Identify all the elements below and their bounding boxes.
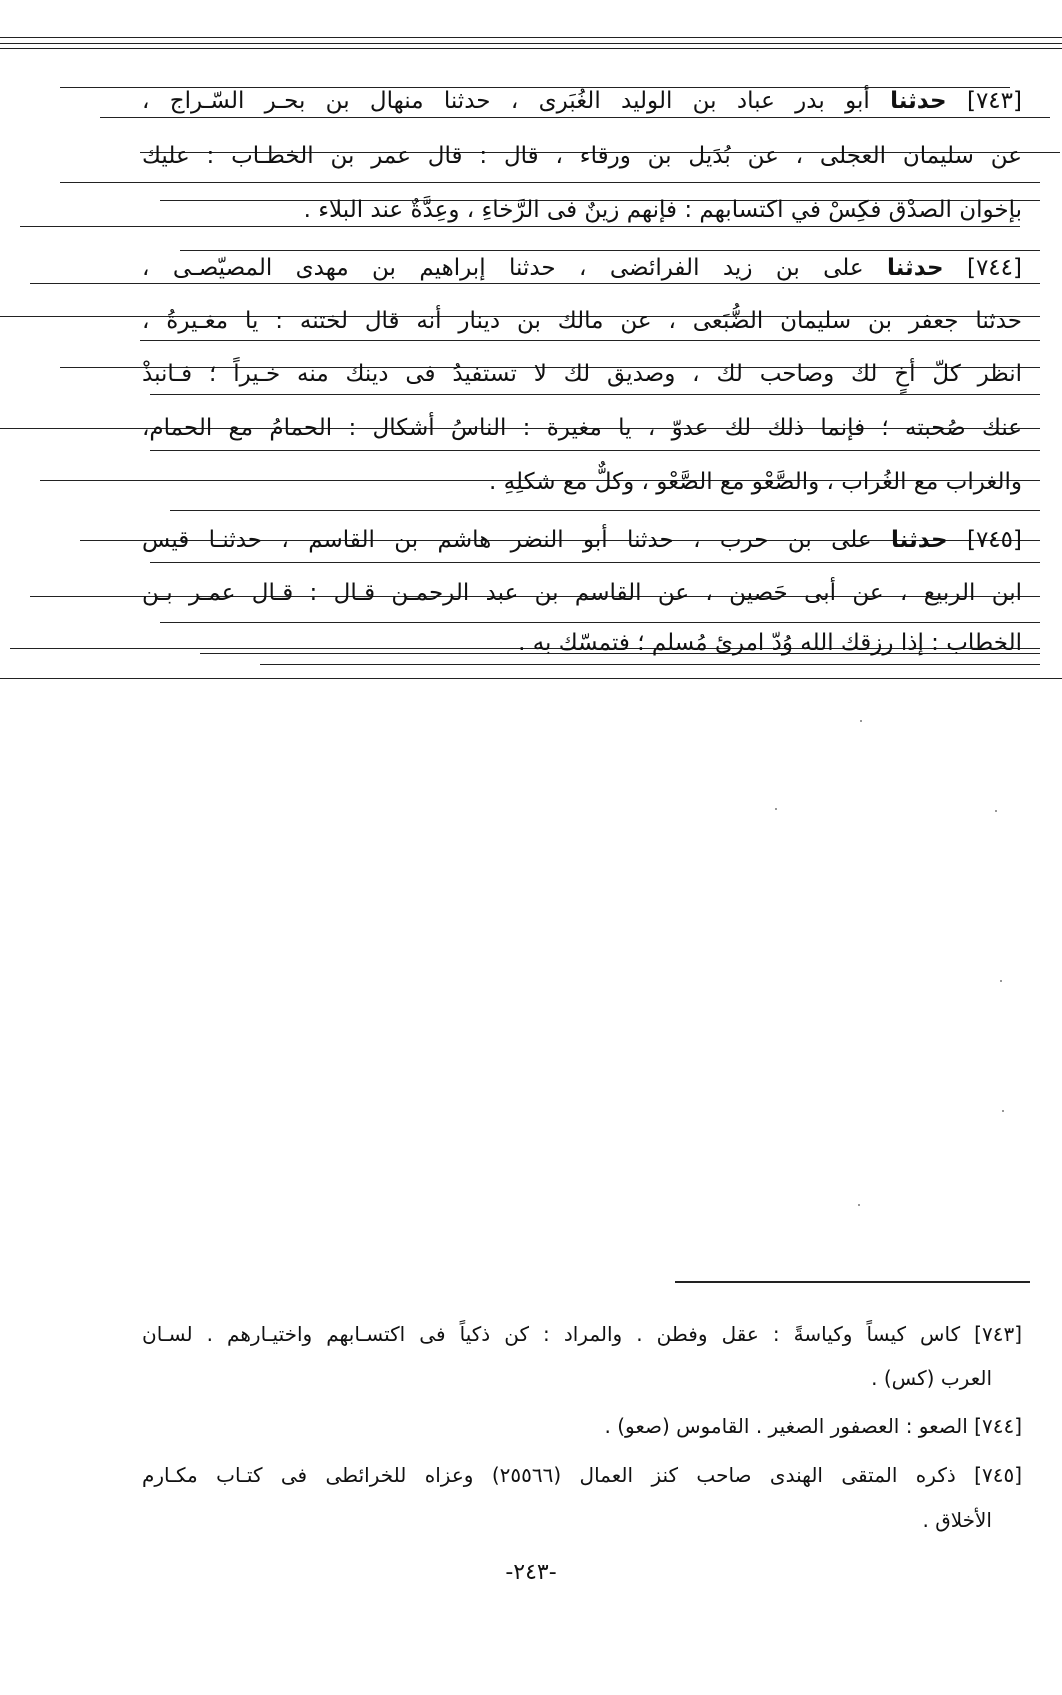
hadith-744-line-1	[142, 253, 1022, 283]
ruled-line	[0, 678, 1062, 679]
scan-speck	[1002, 1110, 1004, 1112]
ruled-line	[100, 117, 1050, 118]
hadith-745-line-3: الخطاب : إذا رزقك الله وُدّ امرئ مُسلم ؛ فتمسّك به .	[518, 630, 1022, 656]
page-number: -٢٤٣-	[505, 1560, 557, 1585]
footnote-separator	[675, 1281, 1030, 1283]
hadith-lead-word: حدثنا	[890, 88, 947, 114]
ruled-line	[170, 510, 1040, 511]
ruled-line	[0, 43, 1062, 44]
ruled-line	[0, 37, 1062, 38]
hadith-743-line-3: بإخوان الصدْق فكِسْ في اكتسابهم : فإنهم زينٌ فى الرَّخاءِ ، وعِدَّةٌ عند البلاء .	[303, 197, 1022, 223]
hadith-744-line-4: عنك صُحبته ؛ فإنما ذلك لك عدوّ ، يا مغيرة : الناسُ أشكال : الحمامُ مع الحمام،	[142, 415, 1022, 441]
hadith-lead-word: حدثنا	[891, 527, 948, 553]
hadith-745-line-2: ابن الربيع ، عن أبى حَصين ، عن القاسم بن عبد الرحمـن قـال : قـال عمـر بـن	[142, 580, 1022, 606]
ruled-line	[160, 622, 1040, 623]
scan-speck	[1000, 980, 1002, 982]
hadith-text: أبو بدر عباد بن الوليد الغُبَرى ، حدثنا منهال بن بحـر السّـراج ،	[142, 88, 891, 114]
footnote-745-line-1: [٧٤٥] ذكره المتقى الهندى صاحب كنز العمال (٢٥٥٦٦) وعزاه للخرائطى فى كتـاب مكـارم	[142, 1463, 1022, 1487]
ruled-line	[20, 226, 1020, 227]
footnote-743-line-2: العرب (كس) .	[871, 1366, 992, 1390]
footnote-744: [٧٤٤] الصعو : العصفور الصغير . القاموس (صعو) .	[604, 1414, 1022, 1438]
hadith-743-line-1	[142, 86, 1022, 116]
footnote-745-line-2: الأخلاق .	[922, 1508, 992, 1532]
scan-speck	[860, 720, 862, 722]
ruled-line	[180, 250, 1040, 251]
hadith-text: على بن زيد الفرائضى ، حدثنا إبراهيم بن مهدى المصيّصـى ،	[142, 255, 888, 281]
hadith-744-line-2: حدثنا جعفر بن سليمان الضُّبَعى ، عن مالك بن دينار أنه قال لختنه : يا مغـيرةُ ،	[142, 308, 1022, 334]
hadith-number: [٧٤٥]	[966, 527, 1022, 553]
scan-speck	[995, 810, 997, 812]
hadith-743-line-2: عن سليمان العجلى ، عن بُدَيل بن ورقاء ، قال : قال عمر بن الخطـاب : عليك	[142, 143, 1022, 169]
ruled-line	[140, 340, 1040, 341]
ruled-line	[150, 450, 1040, 451]
hadith-lead-word: حدثنا	[887, 255, 944, 281]
ruled-line	[150, 394, 1040, 395]
ruled-line	[60, 182, 1040, 183]
ruled-line	[260, 664, 1040, 665]
hadith-744-line-5: والغراب مع الغُراب ، والصَّعْو مع الصَّعْو ، وكلٌّ مع شكلِهِ .	[489, 469, 1022, 495]
scan-speck	[775, 808, 777, 810]
ruled-line	[150, 562, 1040, 563]
footnote-743-line-1: [٧٤٣] كاس كيساً وكياسةً : عقل وفطن . والمراد : كن ذكياً فى اكتسـابهم واختيـارهم . لسـان	[142, 1322, 1022, 1346]
hadith-744-line-3: انظر كلّ أخٍ لك وصاحب لك ، وصديق لك لا تستفيدُ فى دينك منه خـيراً ؛ فـانبذْ	[142, 361, 1022, 387]
hadith-number: [٧٤٤]	[966, 255, 1022, 281]
hadith-number: [٧٤٣]	[966, 88, 1022, 114]
ruled-line	[0, 48, 1062, 49]
scan-speck	[858, 1204, 860, 1206]
hadith-745-line-1	[142, 525, 1022, 555]
ruled-line	[30, 283, 1040, 284]
hadith-text: على بن حرب ، حدثنا أبو النضر هاشم بن القاسم ، حدثنـا قيس	[142, 527, 892, 553]
